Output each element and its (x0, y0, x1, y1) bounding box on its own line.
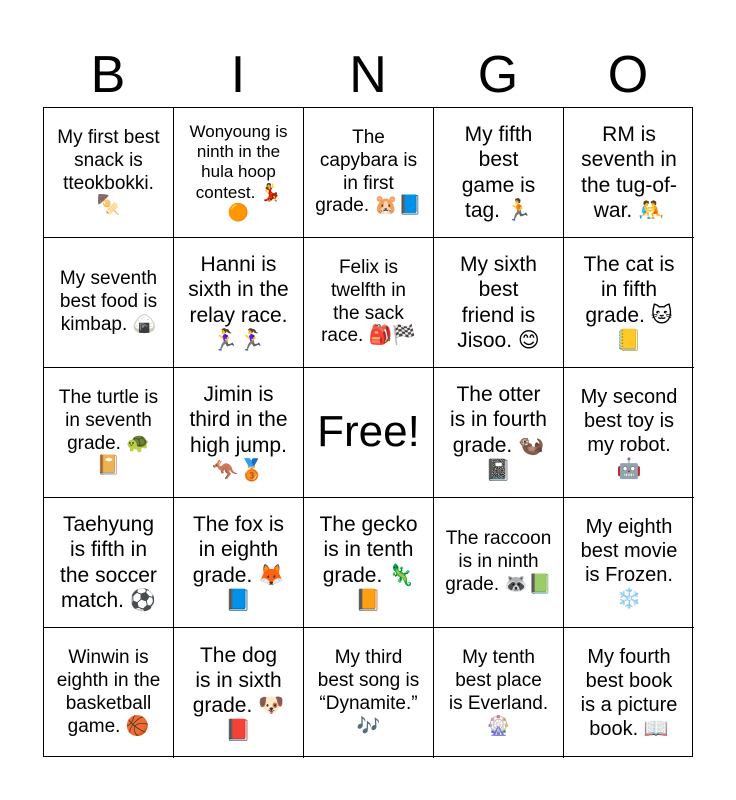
cell-text: My third best song is “Dynamite.” 🎶 (317, 647, 420, 737)
bingo-cell-9[interactable] (434, 238, 564, 368)
bingo-cell-23[interactable] (304, 628, 434, 758)
bingo-cell-17[interactable] (174, 498, 304, 628)
cell-text: My eighth best movie is Frozen. ❄️ (580, 515, 678, 610)
cell-text: Hanni is sixth in the relay race. 🏃‍♀️🏃‍♀️ (188, 253, 289, 352)
bingo-cell-4[interactable] (434, 108, 564, 238)
bingo-cell-8[interactable] (304, 238, 434, 368)
bingo-cell-16[interactable] (44, 498, 174, 628)
header-letter-b: B (90, 46, 126, 104)
header-letter-i: I (230, 46, 246, 104)
bingo-cell-11[interactable] (44, 368, 174, 498)
cell-text: Winwin is eighth in the basketball game. 🏀 (56, 647, 161, 737)
bingo-cell-21[interactable] (44, 628, 174, 758)
cell-text: My first best snack is tteokbokki. 🍢 (57, 126, 160, 217)
cell-text: The turtle is in seventh grade. 🐢 📔 (58, 386, 159, 477)
bingo-cell-1[interactable] (44, 108, 174, 238)
bingo-cell-19[interactable] (434, 498, 564, 628)
bingo-cell-free[interactable] (304, 368, 434, 498)
cell-text: My tenth best place is Everland. 🎡 (448, 647, 549, 737)
header-letter-g: G (477, 46, 519, 104)
header-letter-o: O (607, 46, 649, 104)
bingo-cell-3[interactable] (304, 108, 434, 238)
cell-text: Wonyoung is ninth in the hula hoop contest. 💃 🟠 (189, 121, 288, 223)
bingo-cell-15[interactable] (564, 368, 694, 498)
bingo-cell-6[interactable] (44, 238, 174, 368)
bingo-cell-22[interactable] (174, 628, 304, 758)
cell-text: The dog is in sixth grade. 🐶 📕 (192, 643, 285, 743)
bingo-cell-14[interactable] (434, 368, 564, 498)
cell-text: The fox is in eighth grade. 🦊 📘 (192, 513, 285, 612)
bingo-cell-18[interactable] (304, 498, 434, 628)
cell-text: Felix is twelfth in the sack race. 🎒🏁 (321, 256, 416, 347)
cell-text: The gecko is in tenth grade. 🦎 📙 (319, 513, 418, 612)
cell-text: Taehyung is fifth in the soccer match. ⚽ (60, 513, 157, 612)
bingo-cell-24[interactable] (434, 628, 564, 758)
bingo-grid (43, 107, 693, 757)
cell-text: The capybara is in first grade. 🐹📘 (315, 126, 422, 217)
cell-text: The raccoon is in ninth grade. 🦝📗 (445, 528, 552, 595)
cell-text: RM is seventh in the tug-of- war. 🤼 (581, 123, 677, 222)
cell-text: The cat is in fifth grade. 🐱 📒 (583, 253, 675, 352)
bingo-cell-5[interactable] (564, 108, 694, 238)
header-letter-n: N (349, 46, 387, 104)
bingo-cell-20[interactable] (564, 498, 694, 628)
cell-text: The otter is in fourth grade. 🦦 📓 (450, 383, 547, 482)
free-space-label: Free! (317, 407, 420, 457)
bingo-cell-10[interactable] (564, 238, 694, 368)
bingo-cell-25[interactable] (564, 628, 694, 758)
cell-text: My sixth best friend is Jisoo. 😊 (457, 253, 540, 352)
cell-text: My second best toy is my robot. 🤖 (580, 385, 678, 480)
bingo-header (43, 40, 693, 110)
cell-text: My fifth best game is tag. 🏃 (461, 123, 536, 222)
bingo-cell-12[interactable] (174, 368, 304, 498)
bingo-cell-2[interactable] (174, 108, 304, 238)
cell-text: My seventh best food is kimbap. 🍙 (59, 268, 158, 335)
cell-text: Jimin is third in the high jump. 🦘🥉 (189, 383, 288, 482)
bingo-cell-7[interactable] (174, 238, 304, 368)
cell-text: My fourth best book is a picture book. 📖 (580, 646, 678, 740)
